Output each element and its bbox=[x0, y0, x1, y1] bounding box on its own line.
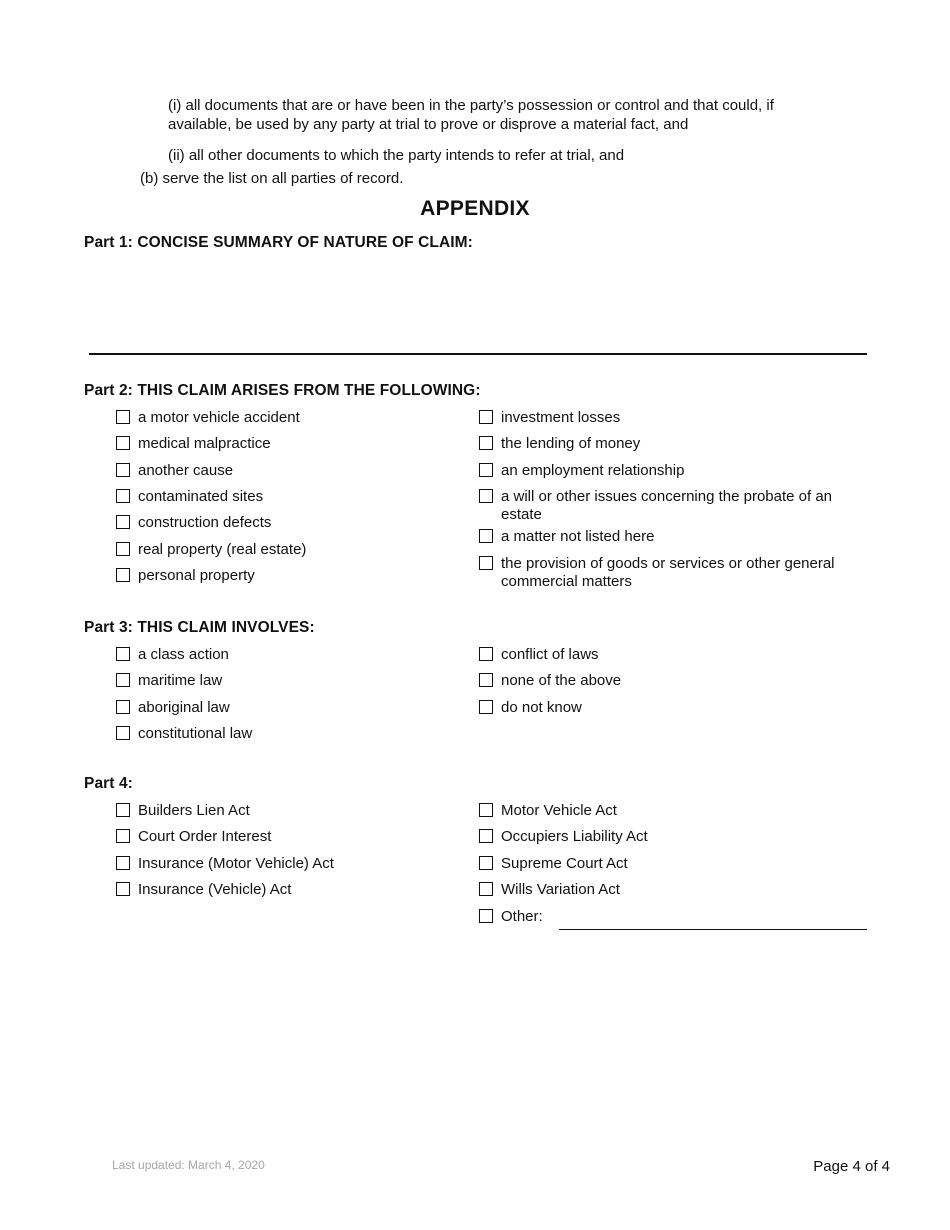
part1-summary-line[interactable] bbox=[89, 353, 867, 355]
part3-option-constitutional-law[interactable] bbox=[116, 725, 252, 743]
part4-option-court-order-interest[interactable] bbox=[116, 828, 271, 846]
part2-option-construction-defects[interactable] bbox=[116, 514, 271, 532]
checkbox-label: constitutional law bbox=[138, 725, 253, 742]
checkbox-label: conflict of laws bbox=[501, 646, 599, 663]
checkbox[interactable] bbox=[116, 436, 130, 450]
part1-heading: Part 1: CONCISE SUMMARY OF NATURE OF CLAIM: bbox=[84, 234, 473, 251]
part3-option-do-not-know[interactable] bbox=[479, 699, 582, 717]
checkbox-label: do not know bbox=[501, 699, 582, 716]
checkbox[interactable] bbox=[479, 463, 493, 477]
part4-option-wills-variation-act[interactable] bbox=[479, 881, 620, 899]
intro-item-ii: (ii) all other documents to which the party intends to refer at trial, and bbox=[168, 147, 625, 164]
checkbox-label: Other: bbox=[501, 908, 543, 925]
part4-option-builders-lien-act[interactable] bbox=[116, 802, 250, 820]
checkbox[interactable] bbox=[116, 856, 130, 870]
page-number: Page 4 of 4 bbox=[813, 1158, 890, 1175]
checkbox[interactable] bbox=[116, 726, 130, 740]
part4-option-insurance-vehicle-act[interactable] bbox=[116, 881, 291, 899]
checkbox[interactable] bbox=[116, 647, 130, 661]
part2-option-personal-property[interactable] bbox=[116, 567, 255, 585]
checkbox-label: a matter not listed here bbox=[501, 528, 655, 545]
checkbox-label: the provision of goods or services or other general commercial matters bbox=[501, 555, 835, 590]
checkbox[interactable] bbox=[116, 542, 130, 556]
checkbox-label: an employment relationship bbox=[501, 462, 685, 479]
part4-option-motor-vehicle-act[interactable] bbox=[479, 802, 617, 820]
part3-option-aboriginal-law[interactable] bbox=[116, 699, 230, 717]
checkbox-label: construction defects bbox=[138, 514, 272, 531]
checkbox[interactable] bbox=[479, 909, 493, 923]
checkbox-label: the lending of money bbox=[501, 435, 641, 452]
part2-option-contaminated-sites[interactable] bbox=[116, 488, 263, 506]
checkbox[interactable] bbox=[116, 803, 130, 817]
part4-option-other[interactable] bbox=[479, 908, 543, 926]
part4-heading: Part 4: bbox=[84, 775, 133, 792]
part2-option-goods-services[interactable] bbox=[479, 555, 851, 591]
part2-option-motor-vehicle-accident[interactable] bbox=[116, 409, 300, 427]
part2-option-medical-malpractice[interactable] bbox=[116, 435, 271, 453]
checkbox-label: a motor vehicle accident bbox=[138, 409, 300, 426]
checkbox[interactable] bbox=[479, 436, 493, 450]
part2-heading: Part 2: THIS CLAIM ARISES FROM THE FOLLOWING: bbox=[84, 382, 481, 399]
checkbox[interactable] bbox=[116, 568, 130, 582]
part3-option-class-action[interactable] bbox=[116, 646, 229, 664]
checkbox[interactable] bbox=[479, 647, 493, 661]
checkbox-label: aboriginal law bbox=[138, 699, 230, 716]
part2-option-another-cause[interactable] bbox=[116, 462, 233, 480]
checkbox[interactable] bbox=[116, 700, 130, 714]
part4-option-supreme-court-act[interactable] bbox=[479, 855, 628, 873]
checkbox[interactable] bbox=[479, 803, 493, 817]
checkbox-label: Occupiers Liability Act bbox=[501, 828, 648, 845]
checkbox-label: none of the above bbox=[501, 672, 622, 689]
checkbox-label: Insurance (Motor Vehicle) Act bbox=[138, 855, 334, 872]
checkbox-label: another cause bbox=[138, 462, 234, 479]
part4-option-occupiers-liability-act[interactable] bbox=[479, 828, 648, 846]
checkbox[interactable] bbox=[479, 529, 493, 543]
checkbox[interactable] bbox=[479, 882, 493, 896]
checkbox[interactable] bbox=[116, 489, 130, 503]
checkbox[interactable] bbox=[116, 515, 130, 529]
checkbox[interactable] bbox=[116, 882, 130, 896]
checkbox-label: medical malpractice bbox=[138, 435, 271, 452]
checkbox[interactable] bbox=[479, 829, 493, 843]
checkbox-label: contaminated sites bbox=[138, 488, 264, 505]
checkbox-label: maritime law bbox=[138, 672, 223, 689]
part2-option-real-property[interactable] bbox=[116, 541, 306, 559]
checkbox-label: Insurance (Vehicle) Act bbox=[138, 881, 292, 898]
checkbox[interactable] bbox=[479, 410, 493, 424]
part3-option-maritime-law[interactable] bbox=[116, 672, 222, 690]
part2-option-employment-relationship[interactable] bbox=[479, 462, 859, 480]
checkbox-label: a class action bbox=[138, 646, 229, 663]
checkbox[interactable] bbox=[479, 673, 493, 687]
checkbox[interactable] bbox=[116, 829, 130, 843]
checkbox[interactable] bbox=[116, 673, 130, 687]
other-input-line[interactable] bbox=[559, 929, 867, 930]
last-updated-note: Last updated: March 4, 2020 bbox=[112, 1158, 265, 1172]
checkbox[interactable] bbox=[479, 556, 493, 570]
checkbox-label: personal property bbox=[138, 567, 255, 584]
part2-option-matter-not-listed[interactable] bbox=[479, 528, 859, 546]
part3-option-none-of-the-above[interactable] bbox=[479, 672, 621, 690]
checkbox[interactable] bbox=[479, 700, 493, 714]
part3-heading: Part 3: THIS CLAIM INVOLVES: bbox=[84, 619, 315, 636]
intro-item-b: (b) serve the list on all parties of record. bbox=[140, 170, 404, 187]
checkbox-label: a will or other issues concerning the probate of an estate bbox=[501, 488, 833, 523]
checkbox[interactable] bbox=[479, 856, 493, 870]
checkbox-label: Wills Variation Act bbox=[501, 881, 620, 898]
checkbox-label: Supreme Court Act bbox=[501, 855, 628, 872]
part3-option-conflict-of-laws[interactable] bbox=[479, 646, 599, 664]
page-title: APPENDIX bbox=[420, 197, 530, 220]
checkbox-label: Builders Lien Act bbox=[138, 802, 250, 819]
checkbox-label: real property (real estate) bbox=[138, 541, 307, 558]
part4-option-insurance-motor-vehicle-act[interactable] bbox=[116, 855, 334, 873]
checkbox[interactable] bbox=[116, 463, 130, 477]
checkbox-label: Motor Vehicle Act bbox=[501, 802, 617, 819]
intro-item-i: (i) all documents that are or have been in the party’s possession or control and that could, if available, be used by any party at trial to prove or disprove a material fact, and bbox=[168, 97, 774, 133]
checkbox-label: Court Order Interest bbox=[138, 828, 272, 845]
checkbox[interactable] bbox=[479, 489, 493, 503]
checkbox[interactable] bbox=[116, 410, 130, 424]
part2-option-lending-of-money[interactable] bbox=[479, 435, 859, 453]
part2-option-will-probate[interactable] bbox=[479, 488, 851, 524]
checkbox-label: investment losses bbox=[501, 409, 621, 426]
part2-option-investment-losses[interactable] bbox=[479, 409, 859, 427]
